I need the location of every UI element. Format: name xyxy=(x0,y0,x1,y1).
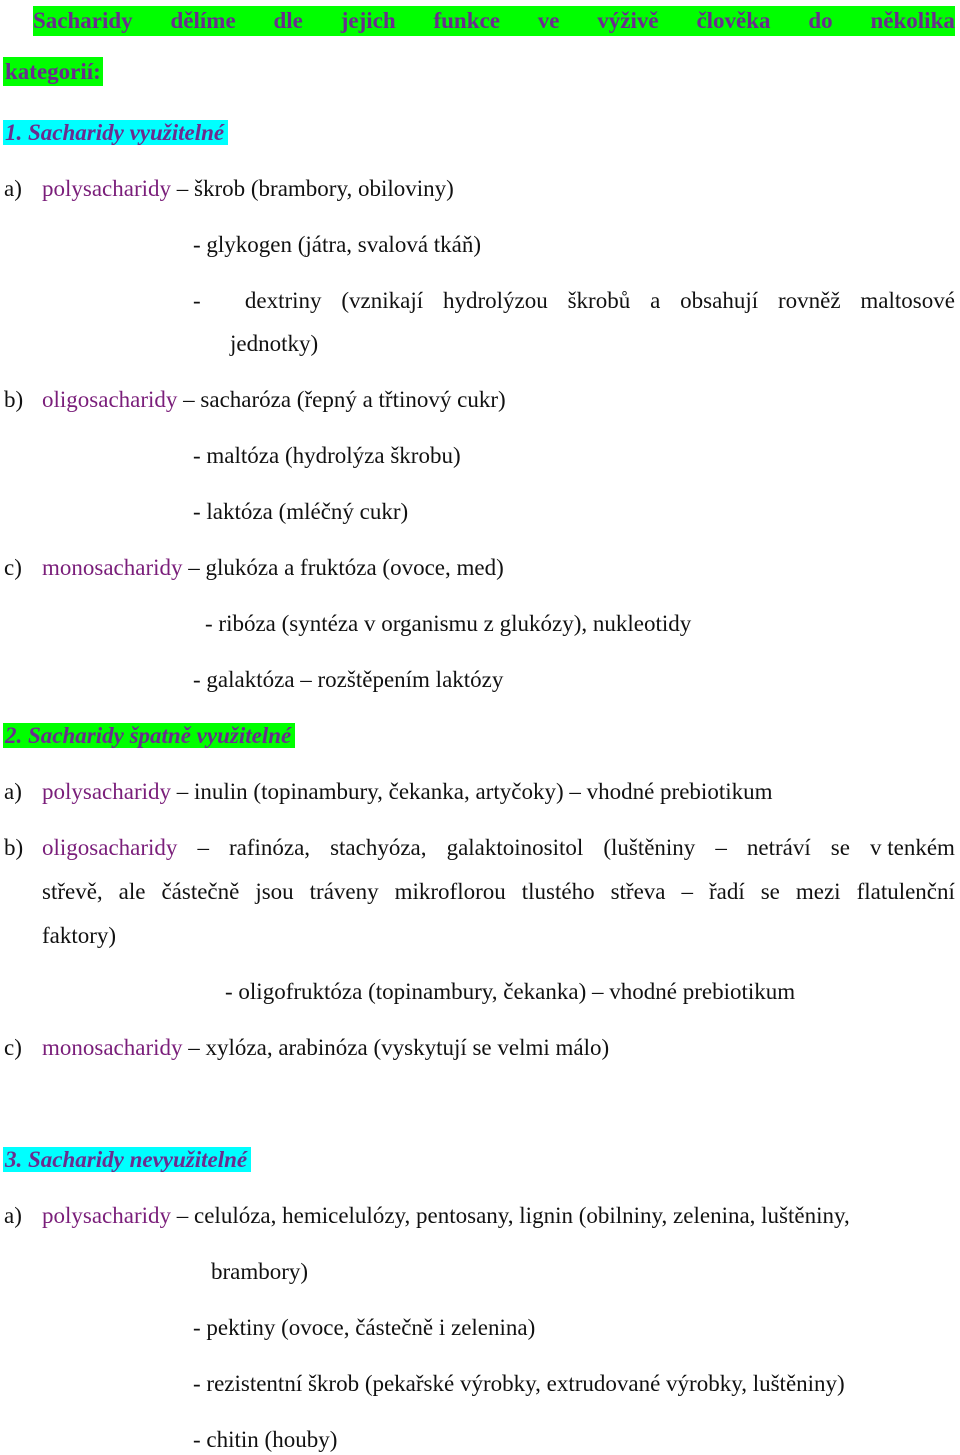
sub-word: obsahují xyxy=(680,288,759,313)
section-1-heading xyxy=(3,118,228,148)
item-word: galaktoinositol xyxy=(446,835,584,860)
section-2-heading xyxy=(3,721,295,751)
item-word: stachyóza, xyxy=(330,835,427,860)
item-marker: a) xyxy=(4,176,22,201)
item-text: – škrob (brambory, obiloviny) xyxy=(171,176,454,201)
item-term: polysacharidy xyxy=(42,779,172,804)
item-word: střeva xyxy=(610,879,666,904)
item-term: oligosacharidy xyxy=(42,835,178,860)
item-word: – xyxy=(681,879,693,904)
item-word: – xyxy=(715,835,727,860)
s1-item-b xyxy=(4,385,506,415)
item-text: – celulóza, hemicelulózy, pentosany, lignin (obilniny, zelenina, luštěniny, xyxy=(171,1203,850,1228)
item-term: monosacharidy xyxy=(42,1035,183,1060)
intro-word: Sacharidy xyxy=(33,6,133,36)
s1-a-sub-2-cont: jednotky) xyxy=(230,331,319,356)
item-word: částečně xyxy=(161,879,240,904)
item-marker: c) xyxy=(4,1035,22,1060)
item-word: se xyxy=(760,879,780,904)
s3-a-sub-3: - chitin (houby) xyxy=(193,1427,338,1452)
item-marker: b) xyxy=(4,387,24,412)
item-text: – xylóza, arabinóza (vyskytují se velmi málo) xyxy=(182,1035,610,1060)
item-text: – inulin (topinambury, čekanka, artyčoky) – vhodné prebiotikum xyxy=(171,779,773,804)
item-word: rafinóza, xyxy=(228,835,311,860)
item-word: netráví xyxy=(746,835,811,860)
intro-word: jejich xyxy=(341,6,396,36)
intro-word: člověka xyxy=(696,6,770,36)
s3-item-a xyxy=(4,1201,850,1231)
item-lead xyxy=(4,833,177,863)
s1-c-sub-1: - ribóza (syntéza v organismu z glukózy), nukleotidy xyxy=(205,611,692,636)
intro-word: do xyxy=(808,6,832,36)
item-word: (luštěniny xyxy=(603,835,696,860)
item-word: jsou xyxy=(255,879,294,904)
item-word: tlustého xyxy=(521,879,595,904)
s3-a-cont: brambory) xyxy=(211,1259,309,1284)
item-marker: b) xyxy=(4,835,24,860)
item-marker: c) xyxy=(4,555,22,580)
s3-a-sub-2: - rezistentní škrob (pekařské výrobky, extrudované výrobky, luštěniny) xyxy=(193,1371,845,1396)
item-term: polysacharidy xyxy=(42,1203,172,1228)
intro-word: dle xyxy=(274,6,303,36)
item-marker: a) xyxy=(4,779,22,804)
intro-word: několika xyxy=(871,6,955,36)
s1-a-sub-1: - glykogen (játra, svalová tkáň) xyxy=(193,232,482,257)
section-3-heading xyxy=(3,1145,251,1175)
sub-word: škrobů xyxy=(567,288,631,313)
intro-word: dělíme xyxy=(171,6,236,36)
item-term: polysacharidy xyxy=(42,176,172,201)
item-word: flatulenční xyxy=(856,879,955,904)
sub-word: maltosové xyxy=(860,288,955,313)
sub-word: a xyxy=(650,288,661,313)
intro-word: ve xyxy=(538,6,560,36)
item-text: – glukóza a fruktóza (ovoce, med) xyxy=(182,555,504,580)
s1-b-sub-1: - maltóza (hydrolýza škrobu) xyxy=(193,443,461,468)
sub-word: - xyxy=(193,288,201,313)
s1-c-sub-2: - galaktóza – rozštěpením laktózy xyxy=(193,667,504,692)
item-word: – xyxy=(197,835,209,860)
sub-word: hydrolýzou xyxy=(442,288,548,313)
item-word: se xyxy=(830,835,850,860)
item-text: – sacharóza (řepný a třtinový cukr) xyxy=(177,387,506,412)
sub-word: (vznikají xyxy=(341,288,424,313)
item-word: mikroflorou xyxy=(394,879,506,904)
intro-line-1 xyxy=(33,6,955,36)
item-word: tráveny xyxy=(309,879,379,904)
s1-item-c xyxy=(4,553,504,583)
s2-item-b-line-3: faktory) xyxy=(42,923,117,948)
s2-item-b-line-1 xyxy=(4,833,955,863)
item-word: ale xyxy=(118,879,146,904)
item-word: střevě, xyxy=(42,879,103,904)
s1-item-a xyxy=(4,174,454,204)
s1-b-sub-2: - laktóza (mléčný cukr) xyxy=(193,499,409,524)
s2-b-sub-1: - oligofruktóza (topinambury, čekanka) – vhodné prebiotikum xyxy=(225,979,796,1004)
sub-word: dextriny xyxy=(244,288,322,313)
item-term: monosacharidy xyxy=(42,555,183,580)
sub-word: rovněž xyxy=(777,288,841,313)
intro-word: funkce xyxy=(433,6,499,36)
item-marker: a) xyxy=(4,1203,22,1228)
section-heading: 3. Sacharidy nevyužitelné xyxy=(3,1147,251,1172)
item-word: mezi xyxy=(795,879,841,904)
s1-a-sub-2 xyxy=(193,286,955,316)
section-heading: 1. Sacharidy využitelné xyxy=(3,120,228,145)
item-word: v tenkém xyxy=(869,835,955,860)
s2-item-c xyxy=(4,1033,609,1063)
intro-word: výživě xyxy=(597,6,658,36)
item-term: oligosacharidy xyxy=(42,387,178,412)
s2-item-a xyxy=(4,777,773,807)
intro-text: kategorií: xyxy=(5,59,101,84)
section-heading: 2. Sacharidy špatně využitelné xyxy=(3,723,295,748)
item-word: řadí xyxy=(708,879,745,904)
s3-a-sub-1: - pektiny (ovoce, částečně i zelenina) xyxy=(193,1315,536,1340)
s2-item-b-line-2 xyxy=(42,877,955,907)
intro-line-2 xyxy=(3,57,103,87)
